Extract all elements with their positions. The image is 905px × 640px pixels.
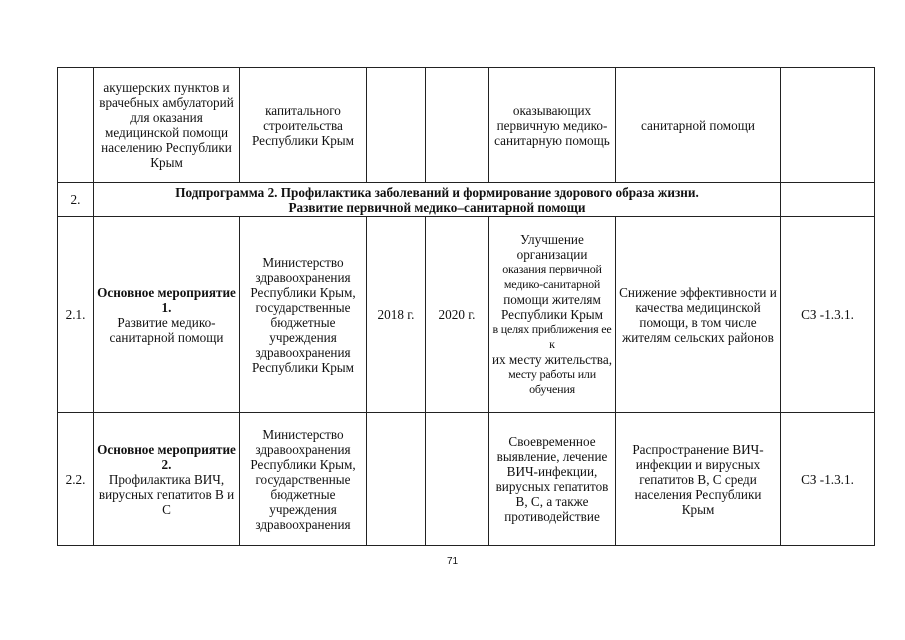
cell-num: 2.2. — [58, 413, 94, 546]
cell-num — [58, 68, 94, 183]
subprogram-title-line1: Подпрограмма 2. Профилактика заболеваний и формирование здорового образа жизни. — [175, 184, 699, 200]
cell-consequence: санитарной помощи — [616, 68, 781, 183]
cell-consequence: Распространение ВИЧ-инфекции и вирусных гепатитов В, С среди населения Республики Крым — [616, 413, 781, 546]
cell-start — [367, 413, 426, 546]
result-part: в целях приближения ее к — [492, 322, 612, 351]
cell-end: 2020 г. — [426, 217, 489, 413]
cell-measure — [94, 217, 240, 413]
cell-executor: Министерство здравоохранения Республики Крым, государственные бюджетные учреждения здравоохранения Республики Крым — [240, 217, 367, 413]
cell-executor: капитального строительства Республики Крым — [240, 68, 367, 183]
cell-consequence: Снижение эффективности и качества медицинской помощи, в том числе жителям сельских районов — [616, 217, 781, 413]
measure-title: Основное мероприятие 2. — [97, 441, 236, 472]
cell-link: СЗ -1.3.1. — [781, 217, 875, 413]
cell-link: СЗ -1.3.1. — [781, 413, 875, 546]
cell-num: 2.1. — [58, 217, 94, 413]
cell-end — [426, 68, 489, 183]
cell-measure: акушерских пунктов и врачебных амбулаторий для оказания медицинской помощи населению Республики Крым — [94, 68, 240, 183]
cell-end — [426, 413, 489, 546]
cell-result — [489, 217, 616, 413]
measure-text: Развитие медико-санитарной помощи — [109, 314, 224, 345]
result-part: месту работы или обучения — [508, 367, 596, 396]
result-part: их месту жительства, — [491, 352, 612, 367]
subprogram-title-line2: Развитие первичной медико–санитарной помощи — [288, 199, 586, 215]
cell-measure — [94, 413, 240, 546]
cell-executor: Министерство здравоохранения Республики Крым, государственные бюджетные учреждения здравоохранения — [240, 413, 367, 546]
measure-title: Основное мероприятие 1. — [97, 284, 236, 315]
table-row-subprogram — [58, 183, 875, 217]
result-part: помощи жителям Республики Крым — [500, 292, 604, 322]
table-row-2-2 — [58, 413, 875, 546]
table-row-continuation — [58, 68, 875, 183]
cell-link — [781, 68, 875, 183]
cell-result: Своевременное выявление, лечение ВИЧ-инфекции, вирусных гепатитов В, С, а также противодействие — [489, 413, 616, 546]
program-table — [57, 67, 875, 546]
cell-link — [781, 183, 875, 217]
cell-start: 2018 г. — [367, 217, 426, 413]
result-part: Улучшение организации — [516, 232, 588, 262]
table-row-2-1 — [58, 217, 875, 413]
cell-result: оказывающих первичную медико-санитарную помощь — [489, 68, 616, 183]
measure-text: Профилактика ВИЧ, вирусных гепатитов В и С — [98, 471, 235, 517]
page-number: 71 — [446, 556, 459, 567]
cell-start — [367, 68, 426, 183]
cell-num: 2. — [58, 183, 94, 217]
subprogram-title — [94, 183, 781, 217]
result-part: оказания первичной медико-санитарной — [502, 262, 602, 291]
